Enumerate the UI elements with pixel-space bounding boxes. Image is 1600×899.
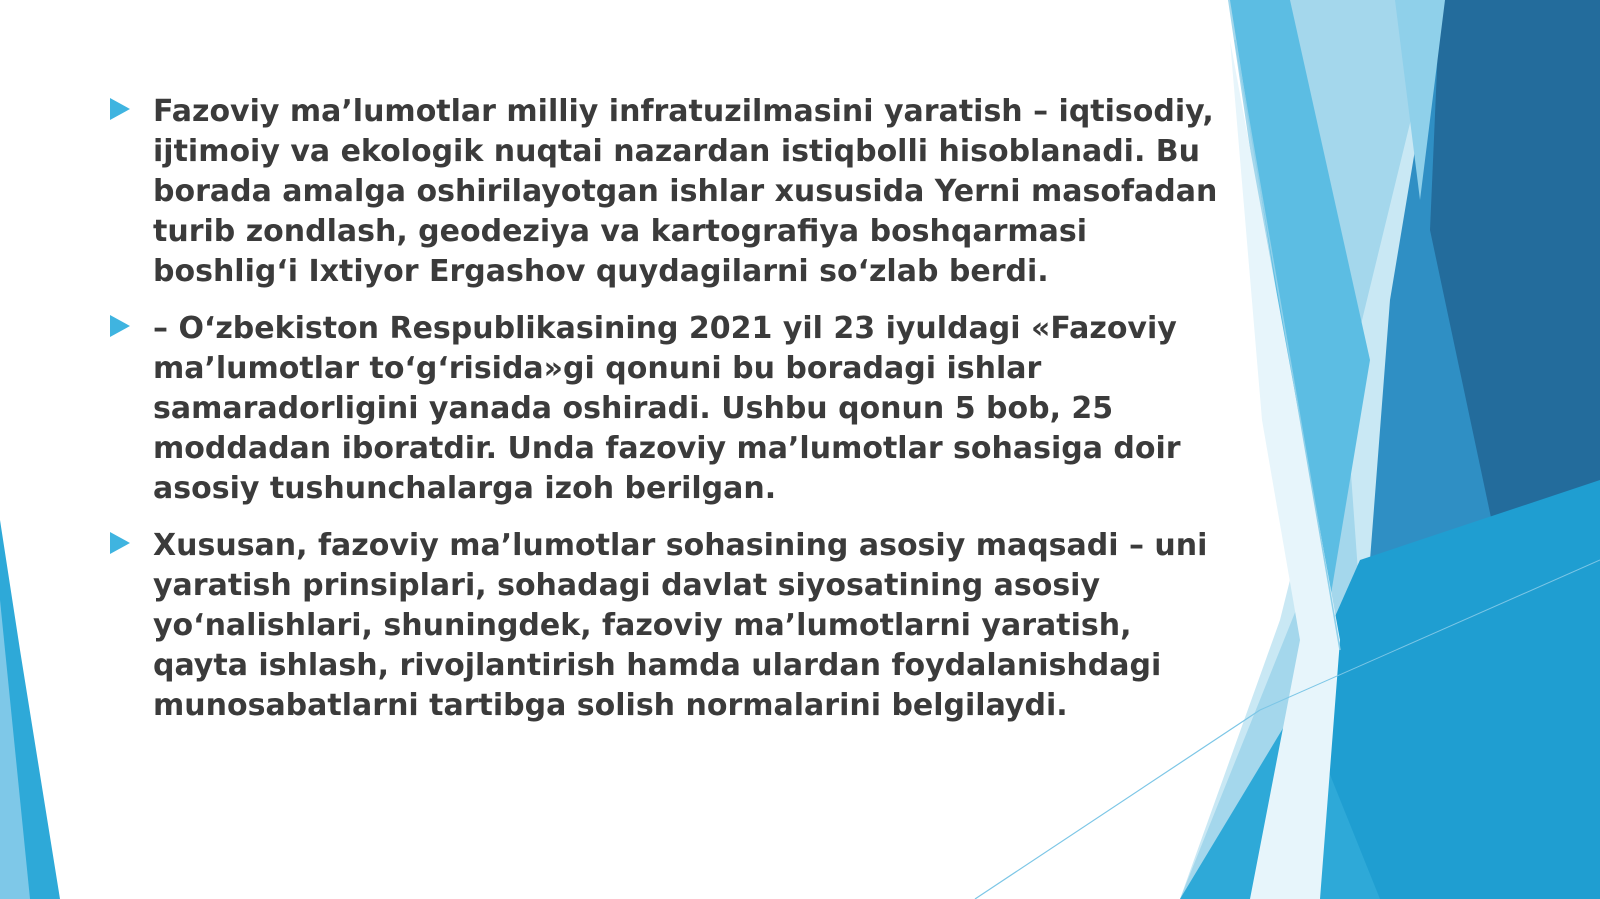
paragraph-text: – O‘zbekiston Respublikasining 2021 yil 23 iyuldagi «Fazoviy ma’lumotlar to‘g‘risida»gi qonuni bu boradagi ishlar samaradorligini yanada oshiradi. Ushbu qonun 5 bob, 25 moddadan iboratdir. Unda fazoviy ma’lumotlar sohasiga doir asosiy tushunchalarga izoh berilgan. <box>153 311 1181 506</box>
bullet-item-1 <box>108 92 1218 292</box>
bullet-item-3 <box>108 526 1218 726</box>
bullet-item-2 <box>108 309 1218 509</box>
bullet-list <box>108 92 1218 726</box>
triangle-right-icon <box>110 532 130 554</box>
paragraph-text: Xususan, fazoviy ma’lumotlar sohasining asosiy maqsadi – uni yaratish prinsiplari, sohadagi davlat siyosatining asosiy yo‘nalishlari, shuningdek, fazoviy ma’lumotlarni yaratish, qayta ishlash, rivojlantirish hamda ulardan foydalanishdagi munosabatlarni tartibga solish normalarini belgilaydi. <box>153 528 1208 723</box>
triangle-right-icon <box>110 98 130 120</box>
content-area <box>108 92 1218 743</box>
triangle-right-icon <box>110 315 130 337</box>
paragraph-text: Fazoviy ma’lumotlar milliy infratuzilmasini yaratish – iqtisodiy, ijtimoiy va ekologik nuqtai nazardan istiqbolli hisoblanadi. Bu borada amalga oshirilayotgan ishlar xususida Yerni masofadan turib zondlash, geodeziya va kartografiya boshqarmasi boshlig‘i Ixtiyor Ergashov quydagilarni so‘zlab berdi. <box>153 94 1218 289</box>
